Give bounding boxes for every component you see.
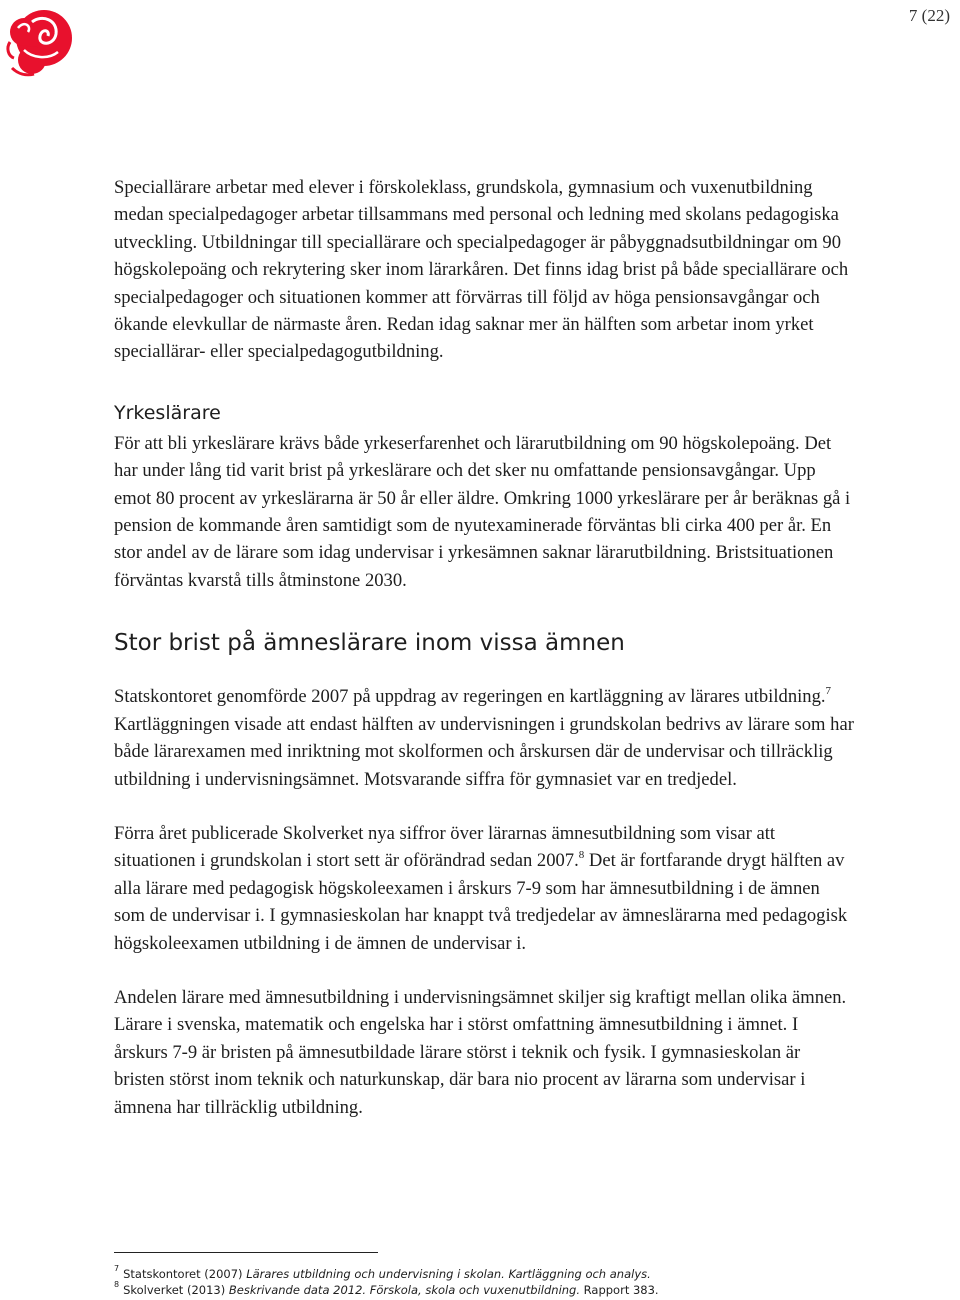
paragraph: Andelen lärare med ämnesutbildning i undervisningsämnet skiljer sig kraftigt mellan olika ämnen. Lärare i svenska, matematik och engelska har i störst omfattning ämnesutbildning i ämnet. I årskurs 7-9 är bristen på ämnesutbildade lärare störst i teknik och fysik. I gymnasieskolan är bristen störst inom teknik och naturkunskap, där bara nio procent av lärarna som undervisar i ämnena har tillräcklig utbildning. (114, 986, 847, 1118)
footnote (114, 1282, 914, 1298)
footnote-author: Skolverket (2013) (123, 1283, 229, 1297)
footnote-title: Lärares utbildning och undervisning i skolan. Kartläggning och analys. (246, 1267, 651, 1281)
footnote-title: Beskrivande data 2012. Förskola, skola och vuxenutbildning. (228, 1283, 581, 1297)
paragraph-text: Kartläggningen visade att endast hälften av undervisningen i grundskolan bedrivs av lärare som har både lärarexamen med inriktning mot skolformen och årskursen där de undervisar och tillräcklig utbildning i undervisningsämnet. Motsvarande siffra för gymnasiet var en tredjedel. (114, 713, 854, 790)
footnotes (114, 1266, 914, 1298)
page-number: 7 (22) (908, 6, 950, 25)
paragraph-text: Statskontoret genomförde 2007 på uppdrag av regeringen en kartläggning av lärares utbildning. (114, 686, 826, 708)
footnote-divider (114, 1252, 378, 1253)
footnote-ref[interactable]: 8 (578, 849, 585, 862)
document-body (114, 174, 854, 1121)
footnote-ref[interactable]: 7 (825, 685, 832, 698)
paragraph (114, 683, 854, 793)
red-rose-logo-icon (2, 2, 78, 80)
paragraph: För att bli yrkeslärare krävs både yrkeserfarenhet och lärarutbildning om 90 högskolepoäng. Det har under lång tid varit brist på yrkeslärare och det sker nu omfattande pensionsavgångar. Upp emot 80 procent av yrkeslärarna är 50 år eller äldre. Omkring 1000 yrkeslärare per år beräknas gå i pension de kommande åren samtidigt som de nyutexaminerade förväntas bli cirka 400 per år. En stor andel av de lärare som idag undervisar i yrkesämnen saknar lärarutbildning. Bristsituationen förväntas kvarstå tills åtminstone 2030. (114, 432, 851, 591)
paragraph-text: Förra året publicerade Skolverket nya siffror över lärarnas ämnesutbildning som visar att situationen i grundskolan i stort sett är oförändrad sedan 2007. (114, 822, 776, 872)
paragraph (114, 820, 854, 957)
subheading: Yrkeslärare (114, 401, 221, 424)
paragraph: Speciallärare arbetar med elever i förskoleklass, grundskola, gymnasium och vuxenutbildning medan specialpedagoger arbetar tillsammans med personal och ledning med skolans pedagogiska utveckling. Utbildningar till speciallärare och specialpedagoger är påbyggnadsutbildningar om 90 högskolepoäng och rekrytering sker inom lärarkåren. Det finns idag brist på både speciallärare och specialpedagoger och situationen kommer att förvärras till följd av höga pensionsavgångar och ökande elevkullar de närmaste åren. Redan idag saknar mer än hälften som arbetar inom yrket speciallärar- eller specialpedagogutbildning. (114, 177, 849, 363)
section-heading: Stor brist på ämneslärare inom vissa ämnen (114, 630, 625, 657)
footnote-number: 8 (114, 1280, 120, 1290)
footnote-rest: Rapport 383. (580, 1283, 659, 1297)
footnote (114, 1266, 914, 1282)
paragraph-text: Det är fortfarande drygt hälften av alla lärare med pedagogisk högskoleexamen i årskurs 7-9 som har ämnesutbildning i de ämnen som de undervisar i. I gymnasieskolan har knappt två tredjedelar av ämneslärarna med pedagogisk högskoleexamen utbildning i de ämnen de undervisar i. (114, 850, 848, 954)
footnote-number: 7 (114, 1264, 120, 1274)
footnote-author: Statskontoret (2007) (123, 1267, 247, 1281)
